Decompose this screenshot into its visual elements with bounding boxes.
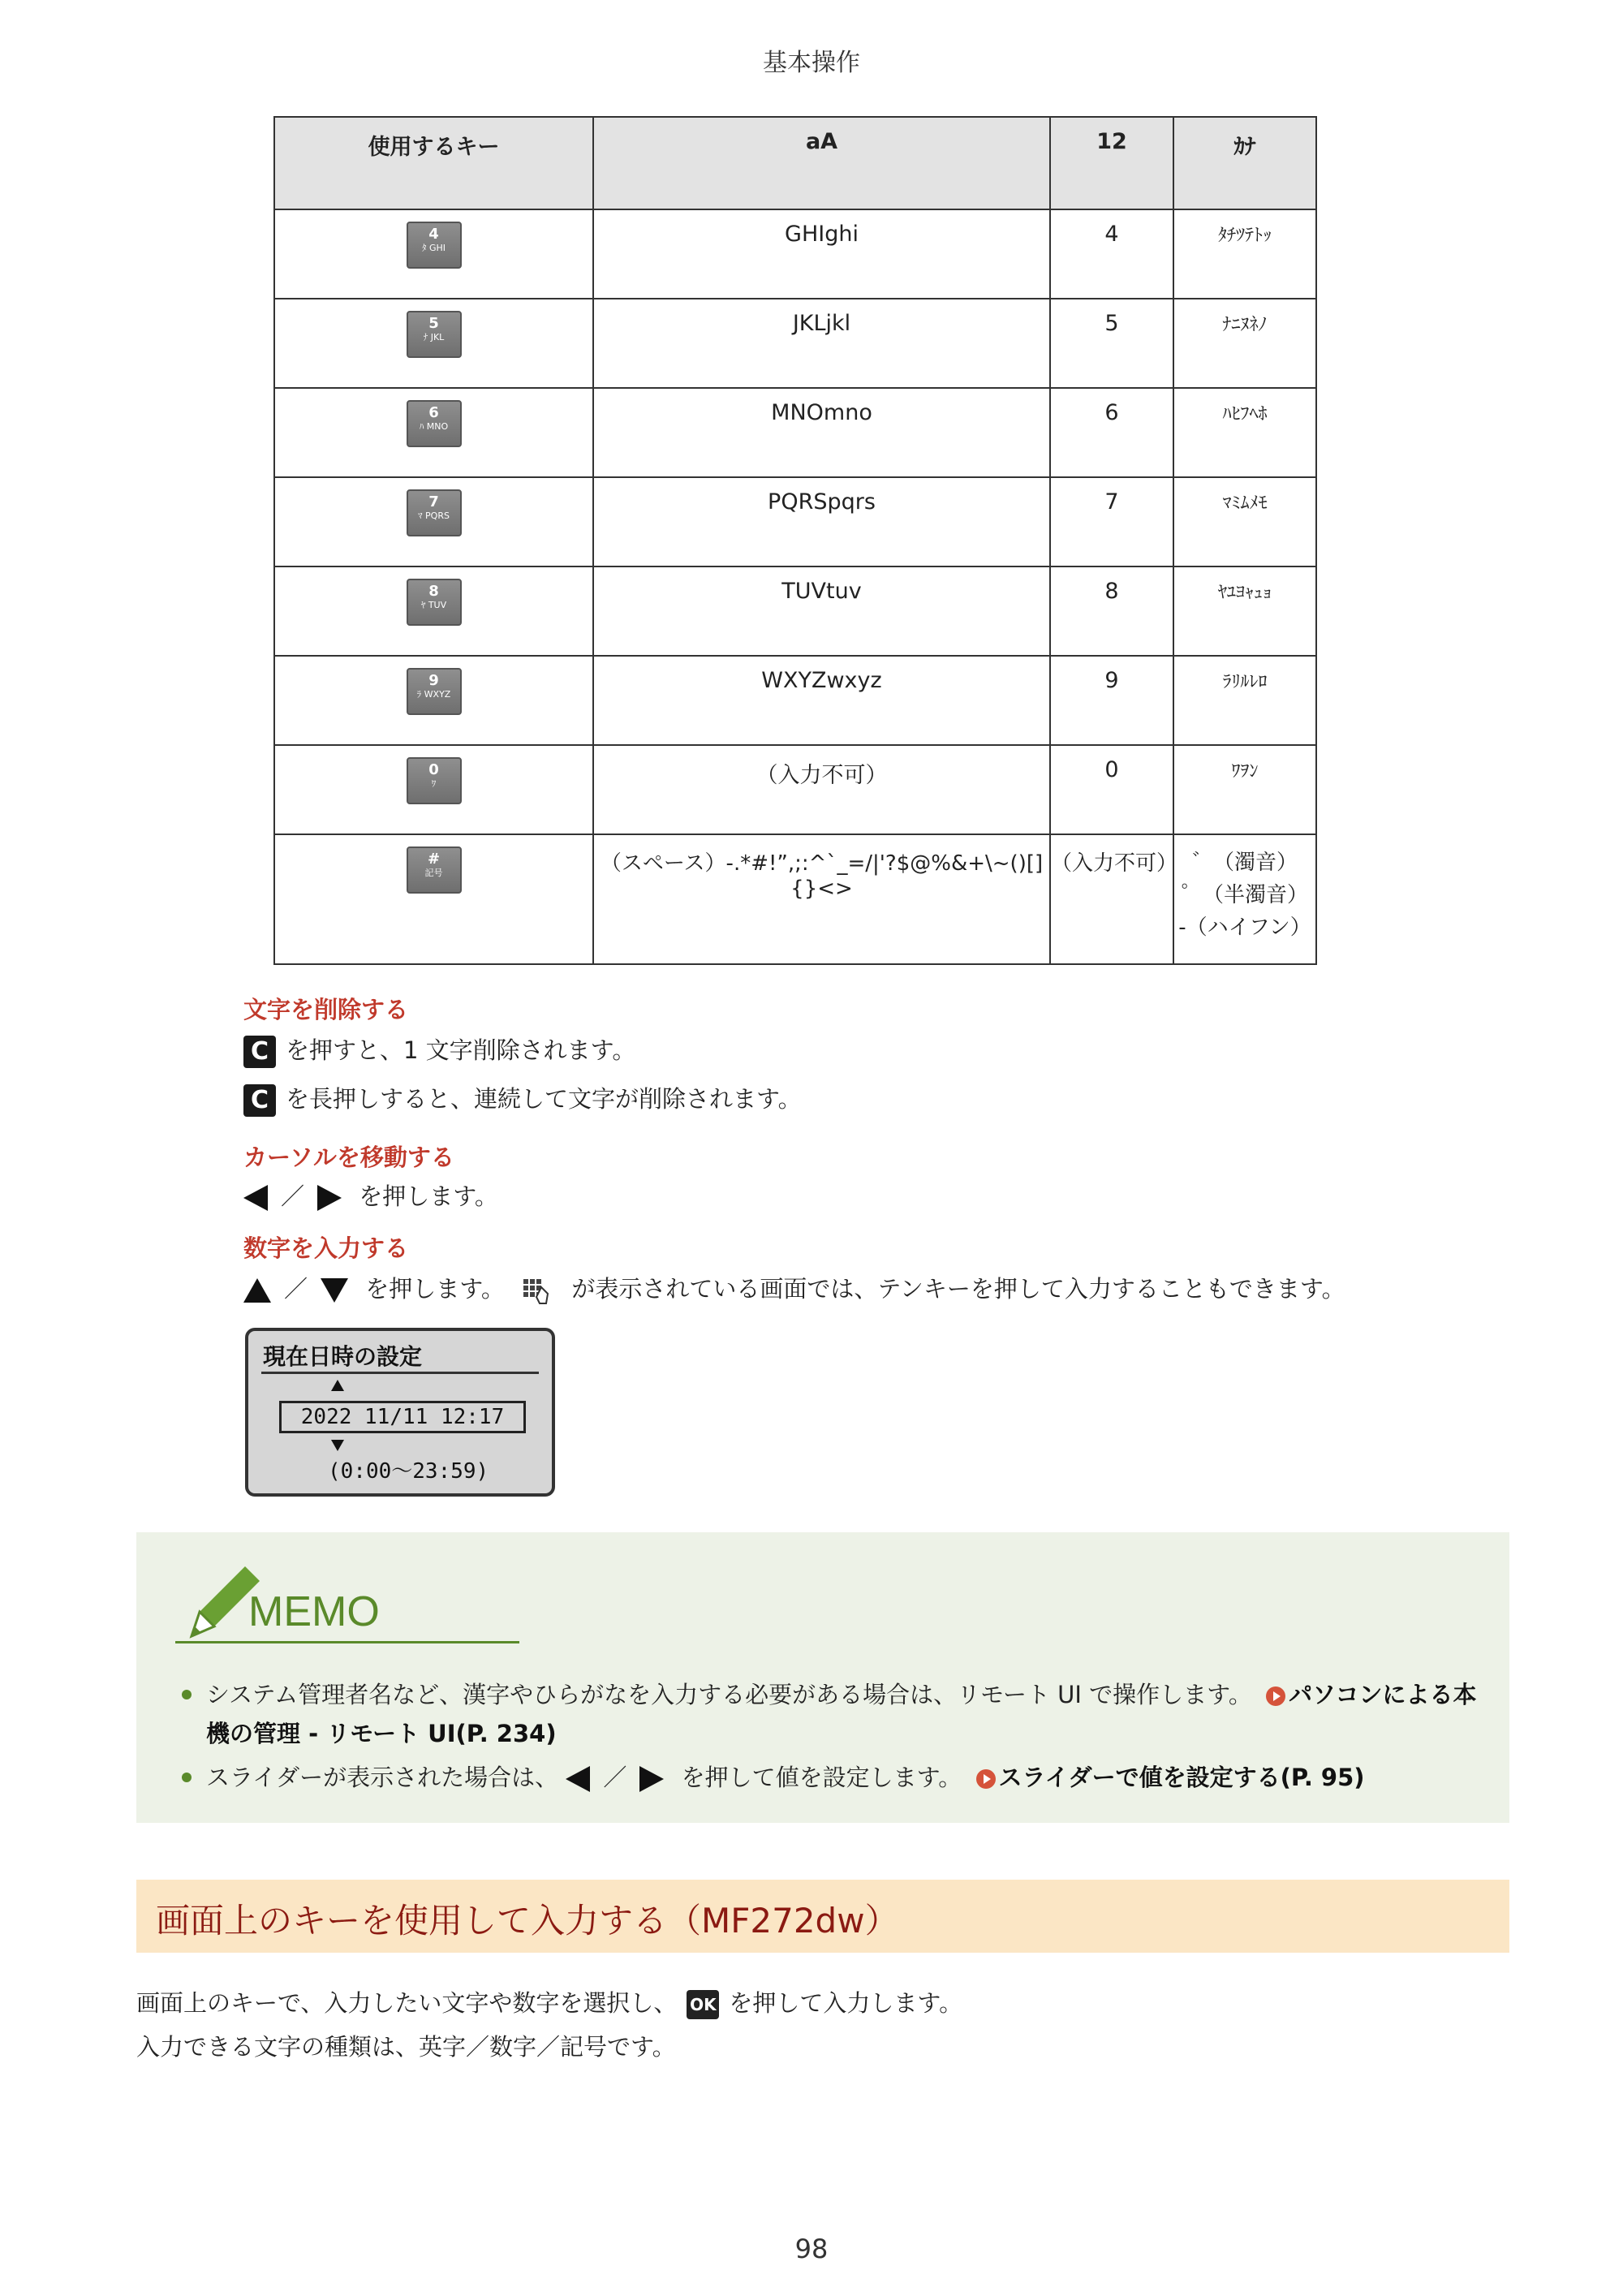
number-line: ／ を押します。 が表示されている画面では、テンキーを押して入力することもできます。 [243,1271,1345,1305]
tenkey-icon [522,1276,554,1305]
table-cell: 5 [1050,299,1173,388]
key-8-icon: 8 ﾔ TUV [407,579,462,626]
key-table [273,116,1317,965]
table-cell: 4 [1050,209,1173,299]
table-row [274,477,1316,566]
table-cell: TUVtuv [593,566,1050,656]
table-cell: ﾏﾐﾑﾒﾓ [1173,477,1316,566]
link-remote-ui[interactable]: パソコンによる本機の管理 - リモート UI(P. 234) [206,1681,1477,1747]
key-5-icon: 5 ﾅ JKL [407,311,462,358]
delete-line-2: C を長押しすると、連続して文字が削除されます。 [243,1081,802,1117]
memo-box [136,1532,1509,1823]
table-cell: ﾊﾋﾌﾍﾎ [1173,388,1316,477]
section-title: 画面上のキーを使用して入力する（MF272dw） [156,1901,899,1941]
table-cell: 9 [1050,656,1173,745]
table-cell: （入力不可） [1050,834,1173,964]
lcd-up-arrow-icon [331,1380,344,1391]
table-row [274,566,1316,656]
table-header-row [274,117,1316,209]
link-slider[interactable]: スライダーで値を設定する(P. 95) [998,1764,1365,1791]
table-cell: （スペース）-.*#!”,;:^`_=/|'?$@%&+\~()[]{}<> [593,834,1050,964]
table-cell: 0 [1050,745,1173,834]
list-item: システム管理者名など、漢字やひらがなを入力する必要がある場合は、リモート UI で操作します。 パソコンによる本機の管理 - リモート UI(P. 234) [179,1675,1493,1753]
table-row [274,299,1316,388]
table-cell: 8 [1050,566,1173,656]
table-cell: ﾜｦﾝ [1173,745,1316,834]
list-item: スライダーが表示された場合は、 ／ を押して値を設定します。 スライダーで値を設定する(P. 95) [179,1758,1493,1797]
left-arrow-icon [566,1766,590,1792]
key-4-icon: 4 ﾀ GHI [407,222,462,269]
cursor-line: ／ を押します。 [243,1178,498,1212]
link-arrow-icon [1266,1686,1285,1706]
lcd-screen [245,1328,555,1497]
lcd-down-arrow-icon [331,1440,344,1451]
page-header: 基本操作 [763,49,860,77]
right-arrow-icon [639,1766,664,1792]
down-arrow-icon [321,1278,348,1303]
memo-label: MEMO [248,1588,380,1635]
memo-list [179,1675,1493,1802]
table-header: 使用するキー [274,117,593,209]
left-arrow-icon [243,1185,268,1211]
table-cell: PQRSpqrs [593,477,1050,566]
table-cell: ﾀﾁﾂﾃﾄｯ [1173,209,1316,299]
up-arrow-icon [243,1278,271,1303]
section-line-1: 画面上のキーで、入力したい文字や数字を選択し、 OK を押して入力します。 [136,1985,962,2019]
key-7-icon: 7 ﾏ PQRS [407,489,462,536]
table-cell: WXYZwxyz [593,656,1050,745]
cursor-heading: カーソルを移動する [243,1144,454,1171]
lcd-range: (0:00～23:59) [328,1459,489,1484]
table-cell: MNOmno [593,388,1050,477]
table-cell: ﾅﾆﾇﾈﾉ [1173,299,1316,388]
table-row [274,209,1316,299]
table-header: 12 [1050,117,1173,209]
section-line-2: 入力できる文字の種類は、英字／数字／記号です。 [136,2033,676,2061]
lcd-title: 現在日時の設定 [263,1343,423,1370]
lcd-datetime-field: 2022 11/11 12:17 [279,1401,526,1433]
table-cell: GHIghi [593,209,1050,299]
clear-key-icon: C [243,1084,276,1117]
table-row [274,656,1316,745]
table-cell: ﾔﾕﾖｬｭｮ [1173,566,1316,656]
table-header: ｶﾅ [1173,117,1316,209]
table-row [274,745,1316,834]
table-cell: ゛（濁音） ゜（半濁音） -（ハイフン） [1173,834,1316,964]
ok-key-icon: OK [687,1990,719,2019]
link-arrow-icon [976,1769,996,1789]
clear-key-icon: C [243,1036,276,1068]
key-6-icon: 6 ﾊ MNO [407,400,462,447]
key-9-icon: 9 ﾗ WXYZ [407,668,462,715]
table-cell: ﾗﾘﾙﾚﾛ [1173,656,1316,745]
table-header: aA [593,117,1050,209]
table-row [274,388,1316,477]
delete-heading: 文字を削除する [243,996,409,1023]
table-cell: JKLjkl [593,299,1050,388]
delete-line-1: C を押すと、1 文字削除されます。 [243,1032,635,1068]
table-cell: （入力不可） [593,745,1050,834]
table-cell: 7 [1050,477,1173,566]
right-arrow-icon [317,1185,342,1211]
key-0-icon: 0 ﾜ [407,757,462,804]
number-heading: 数字を入力する [243,1234,409,1262]
page-number: 98 [794,2234,829,2264]
table-cell: 6 [1050,388,1173,477]
table-row [274,834,1316,964]
key-hash-icon: # 記号 [407,846,462,894]
section-banner [136,1880,1509,1953]
